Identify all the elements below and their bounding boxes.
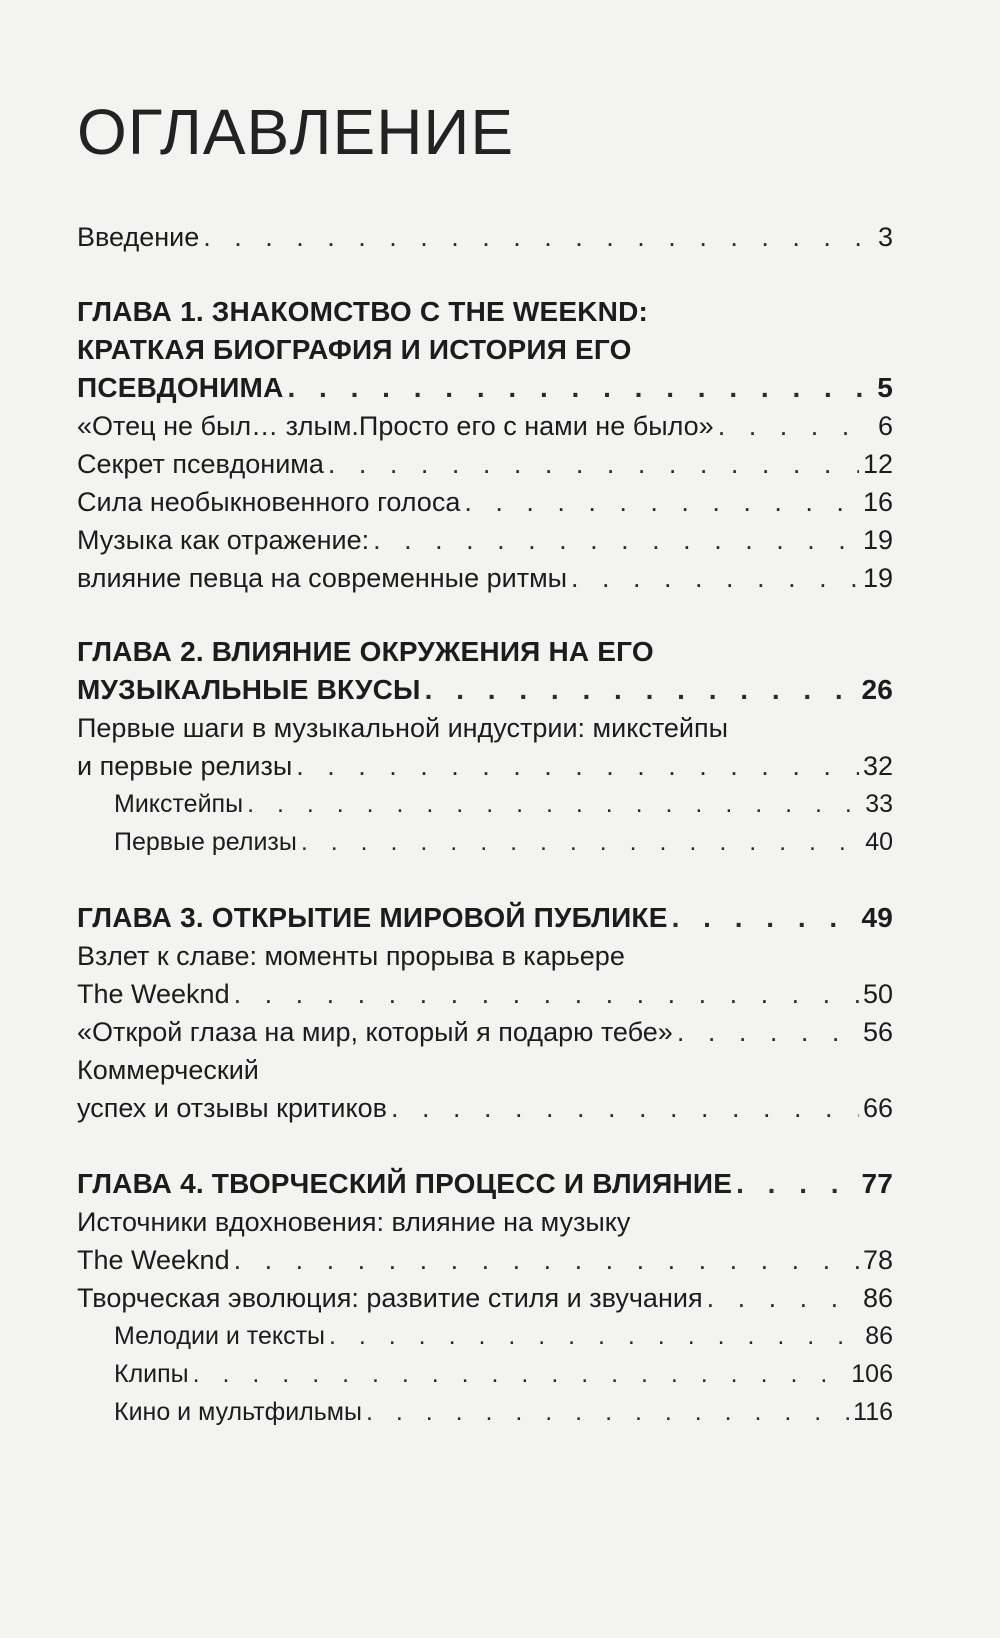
leader-dots bbox=[425, 670, 858, 710]
leader-dots bbox=[672, 898, 858, 938]
entry-page: 32 bbox=[862, 751, 893, 781]
entry-label: Музыка как отражение: bbox=[77, 525, 370, 555]
entry-label: Кино и мультфильмы bbox=[114, 1398, 362, 1426]
entry-page: 19 bbox=[862, 525, 893, 555]
leader-dots bbox=[234, 974, 859, 1014]
entry-label: The Weeknd bbox=[77, 979, 230, 1009]
leader-dots bbox=[234, 1240, 859, 1280]
entry-page: 78 bbox=[862, 1245, 893, 1275]
leader-dots bbox=[329, 1316, 861, 1356]
chapter-2-heading-line-1: ГЛАВА 2. ВЛИЯНИЕ ОКРУЖЕНИЯ НА ЕГО bbox=[77, 636, 654, 667]
toc-entry-intro bbox=[77, 217, 893, 257]
entry-page: 49 bbox=[861, 902, 893, 933]
toc-entry-line-1: Взлет к славе: моменты прорыва в карьере bbox=[77, 941, 625, 971]
toc-entry bbox=[77, 1012, 893, 1052]
entry-label: Мелодии и тексты bbox=[114, 1322, 325, 1350]
entry-label: Сила необыкновенного голоса bbox=[77, 487, 461, 517]
toc-entry bbox=[77, 1088, 893, 1128]
entry-page: 77 bbox=[861, 1168, 893, 1199]
toc-entry bbox=[77, 746, 893, 786]
leader-dots bbox=[373, 520, 859, 560]
leader-dots bbox=[288, 368, 874, 408]
toc-entry bbox=[77, 406, 893, 446]
entry-page: 5 bbox=[877, 372, 893, 403]
leader-dots bbox=[677, 1012, 859, 1052]
leader-dots bbox=[464, 482, 859, 522]
entry-label: «Отец не был… злым.Просто его с нами не было» bbox=[77, 411, 714, 441]
entry-label: ГЛАВА 3. ОТКРЫТИЕ МИРОВОЙ ПУБЛИКЕ bbox=[77, 902, 668, 933]
entry-page: 50 bbox=[862, 979, 893, 1009]
entry-label: МУЗЫКАЛЬНЫЕ ВКУСЫ bbox=[77, 674, 421, 705]
leader-dots bbox=[718, 406, 874, 446]
toc-entry bbox=[77, 482, 893, 522]
chapter-1-heading-line-1: ГЛАВА 1. ЗНАКОМСТВО С THE WEEKND: bbox=[77, 296, 649, 327]
entry-page: 86 bbox=[865, 1322, 893, 1350]
chapter-1-heading-line-2: КРАТКАЯ БИОГРАФИЯ И ИСТОРИЯ ЕГО bbox=[77, 334, 632, 365]
chapter-4-heading bbox=[77, 1164, 893, 1204]
toc-entry bbox=[77, 520, 893, 560]
leader-dots bbox=[391, 1088, 859, 1128]
entry-label: и первые релизы bbox=[77, 751, 293, 781]
leader-dots bbox=[296, 746, 859, 786]
entry-label: Введение bbox=[77, 222, 200, 252]
leader-dots bbox=[247, 784, 861, 824]
toc-subentry bbox=[114, 784, 893, 824]
toc-entry-line-1: Первые шаги в музыкальной индустрии: микстейпы bbox=[77, 713, 729, 743]
entry-label: ПСЕВДОНИМА bbox=[77, 372, 284, 403]
toc-entry-line-1: Источники вдохновения: влияние на музыку bbox=[77, 1207, 631, 1237]
entry-page: 12 bbox=[862, 449, 893, 479]
entry-page: 16 bbox=[862, 487, 893, 517]
toc-entry bbox=[77, 1240, 893, 1280]
toc-subentry bbox=[114, 1392, 893, 1432]
leader-dots bbox=[571, 558, 859, 598]
entry-page: 19 bbox=[862, 563, 893, 593]
entry-page: 66 bbox=[862, 1093, 893, 1123]
entry-page: 40 bbox=[865, 828, 893, 856]
leader-dots bbox=[301, 822, 861, 862]
entry-label: Микстейпы bbox=[114, 790, 244, 818]
entry-label: успех и отзывы критиков bbox=[77, 1093, 387, 1123]
entry-page: 116 bbox=[853, 1398, 893, 1426]
entry-label: «Открой глаза на мир, который я подарю тебе» bbox=[77, 1017, 673, 1047]
leader-dots bbox=[366, 1392, 849, 1432]
leader-dots bbox=[193, 1354, 848, 1394]
entry-label: ГЛАВА 4. ТВОРЧЕСКИЙ ПРОЦЕСС И ВЛИЯНИЕ bbox=[77, 1168, 733, 1199]
entry-page: 106 bbox=[851, 1360, 893, 1388]
entry-label: Первые релизы bbox=[114, 828, 297, 856]
leader-dots bbox=[736, 1164, 857, 1204]
entry-label: The Weeknd bbox=[77, 1245, 230, 1275]
toc-entry bbox=[77, 1278, 893, 1318]
entry-label: Секрет псевдонима bbox=[77, 449, 324, 479]
toc-subentry bbox=[114, 1316, 893, 1356]
entry-label: Творческая эволюция: развитие стиля и звучания bbox=[77, 1283, 703, 1313]
leader-dots bbox=[707, 1278, 859, 1318]
toc-subentry bbox=[114, 1354, 893, 1394]
leader-dots bbox=[203, 217, 874, 257]
chapter-3-heading bbox=[77, 898, 893, 938]
chapter-2-heading-line-2 bbox=[77, 670, 893, 710]
toc-entry-line-1: Коммерческий bbox=[77, 1055, 259, 1085]
entry-page: 3 bbox=[877, 222, 893, 252]
chapter-1-heading-line-3 bbox=[77, 368, 893, 408]
toc-subentry bbox=[114, 822, 893, 862]
toc-entry bbox=[77, 444, 893, 484]
page-title: ОГЛАВЛЕНИЕ bbox=[77, 96, 515, 168]
toc-entry bbox=[77, 558, 893, 598]
entry-page: 26 bbox=[861, 674, 893, 705]
toc-entry bbox=[77, 974, 893, 1014]
entry-label: Клипы bbox=[114, 1360, 189, 1388]
entry-page: 86 bbox=[862, 1283, 893, 1313]
leader-dots bbox=[328, 444, 859, 484]
entry-page: 6 bbox=[877, 411, 893, 441]
entry-label: влияние певца на современные ритмы bbox=[77, 563, 568, 593]
entry-page: 56 bbox=[862, 1017, 893, 1047]
entry-page: 33 bbox=[865, 790, 893, 818]
